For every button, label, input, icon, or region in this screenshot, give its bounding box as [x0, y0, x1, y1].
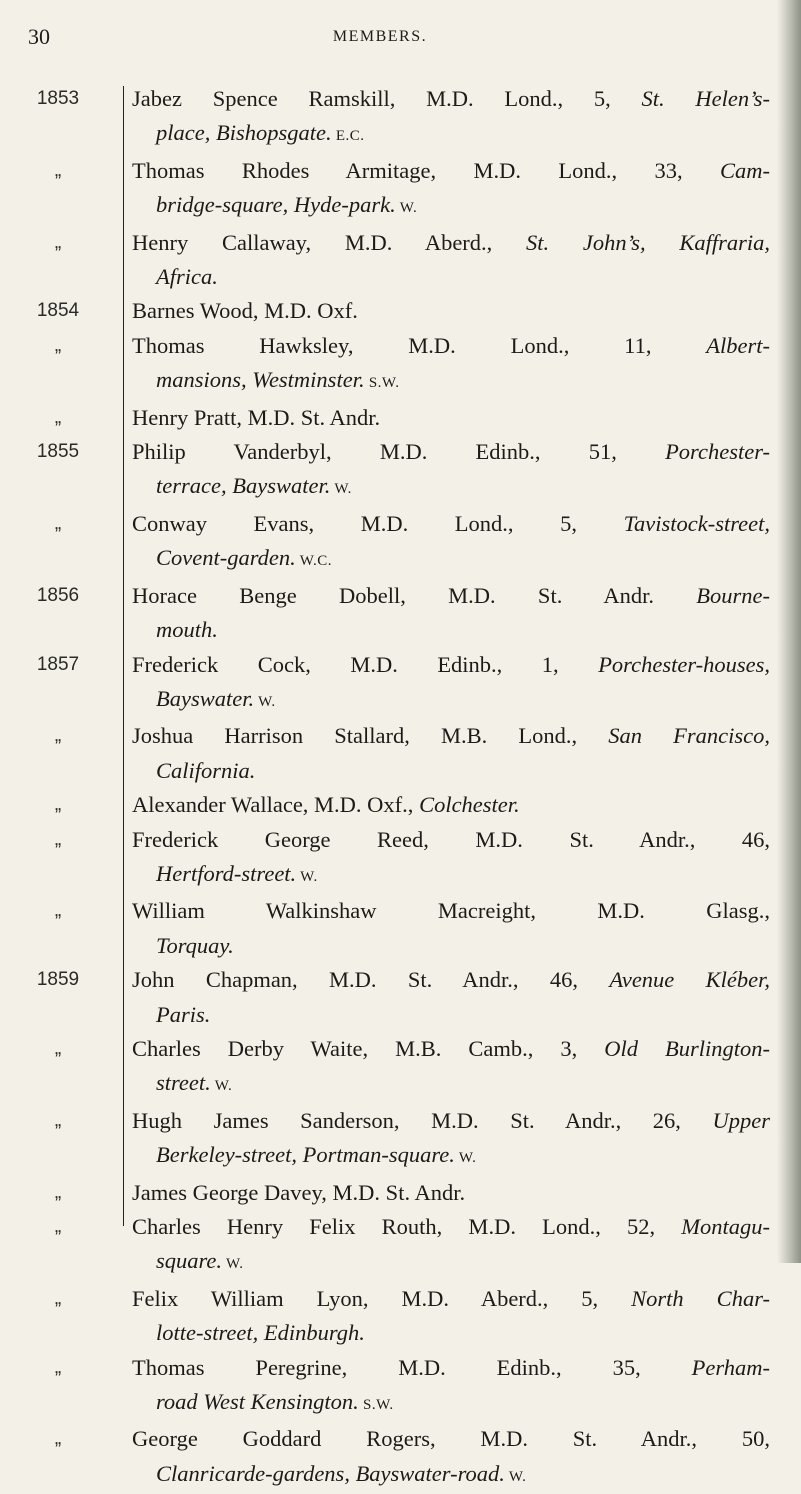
member-entry: [0, 401, 770, 435]
postal-district: W.: [330, 481, 352, 498]
member-line-2: [132, 998, 770, 1032]
address-place: Berkeley-street, Portman-square.: [156, 1142, 455, 1168]
member-entry: [0, 963, 770, 1032]
address-start: Old Burlington-: [604, 1035, 770, 1061]
member-line-2: [132, 857, 770, 894]
member-details: [122, 1032, 770, 1104]
member-line-1: [132, 894, 770, 928]
member-details: [122, 648, 770, 720]
member-line-2: [132, 1316, 770, 1350]
member-details: [122, 1351, 770, 1423]
member-entry: [0, 154, 770, 226]
member-line-2: [132, 1457, 770, 1494]
member-details: [122, 1282, 770, 1351]
member-name-qualification: Barnes Wood, M.D. Oxf.: [132, 298, 358, 324]
member-entry: [0, 1032, 770, 1104]
election-year: „: [54, 512, 62, 534]
member-line-1: [132, 1176, 770, 1210]
postal-district: E.C.: [331, 128, 365, 145]
member-entry: [0, 579, 770, 648]
member-line-1: [132, 1351, 770, 1385]
member-entry: [0, 894, 770, 963]
address-place: Torquay.: [156, 932, 234, 958]
member-line-1: [132, 1210, 770, 1244]
postal-district: W.: [210, 1078, 233, 1095]
election-year: 1854: [36, 300, 80, 322]
member-line-1: [132, 1282, 770, 1316]
member-line-1: [132, 788, 770, 822]
member-entry: [0, 507, 770, 579]
member-line-2: [132, 682, 770, 719]
address-place: mansions, Westminster.: [156, 367, 365, 393]
member-line-1: [132, 154, 770, 188]
member-line-2: [132, 754, 770, 788]
election-year: „: [54, 1109, 62, 1131]
address-place: road West Kensington.: [156, 1389, 359, 1415]
member-name-qualification: Horace Benge Dobell, M.D. St. Andr.: [132, 582, 697, 608]
member-entry: [0, 1422, 770, 1494]
election-year: „: [54, 1287, 62, 1309]
address-start: Tavistock-street,: [623, 510, 770, 536]
postal-district: W.: [296, 868, 318, 885]
member-details: [122, 1176, 770, 1210]
member-line-2: [132, 1066, 770, 1103]
address-start: Porchester-houses,: [598, 651, 770, 677]
member-line-2: [132, 469, 770, 506]
member-name-qualification: George Goddard Rogers, M.D. St. Andr., 50,: [132, 1426, 770, 1452]
address-place: Hertford-street.: [156, 860, 297, 886]
member-line-2: [132, 1138, 770, 1175]
address-place: terrace, Bayswater.: [156, 473, 331, 499]
member-line-2: [132, 1244, 770, 1281]
member-details: [122, 329, 770, 401]
member-entry: [0, 329, 770, 401]
member-line-1: [132, 82, 770, 116]
member-name-qualification: James George Davey, M.D. St. Andr.: [132, 1179, 466, 1205]
member-details: [122, 435, 770, 507]
election-year: „: [54, 1216, 62, 1237]
address-start: Avenue Kléber,: [609, 967, 770, 993]
member-details: [122, 154, 770, 226]
member-line-2: [132, 116, 770, 153]
member-line-1: [132, 579, 770, 613]
member-details: [122, 579, 770, 648]
member-name-qualification: Conway Evans, M.D. Lond., 5,: [132, 510, 624, 536]
election-year: „: [54, 231, 62, 253]
member-details: [122, 1210, 770, 1282]
member-entry: [0, 1282, 770, 1351]
member-entry: [0, 1210, 770, 1282]
address-start: Upper: [712, 1107, 770, 1133]
address-place: Paris.: [156, 1001, 211, 1027]
election-year: „: [54, 1037, 62, 1059]
member-entry: [0, 435, 770, 507]
election-year: „: [54, 1356, 62, 1378]
member-entry: [0, 788, 770, 822]
election-year: „: [54, 406, 62, 428]
member-details: [122, 823, 770, 895]
member-name-qualification: Joshua Harrison Stallard, M.B. Lond.,: [132, 723, 609, 749]
member-list: [0, 82, 770, 1494]
address-start: Albert-: [706, 332, 770, 358]
member-name-qualification: Henry Callaway, M.D. Aberd.,: [132, 229, 527, 255]
postal-district: S.W.: [358, 1397, 394, 1414]
member-name-qualification: Philip Vanderbyl, M.D. Edinb., 51,: [132, 439, 666, 465]
member-name-qualification: Charles Henry Felix Routh, M.D. Lond., 52,: [132, 1214, 682, 1239]
member-name-qualification: John Chapman, M.D. St. Andr., 46,: [132, 967, 610, 993]
address-place: lotte-street, Edinburgh.: [156, 1320, 365, 1346]
member-line-1: [132, 719, 770, 753]
address-start: Bourne-: [696, 582, 770, 608]
member-line-1: [132, 963, 770, 997]
member-line-1: [132, 1422, 770, 1456]
member-name-qualification: Felix William Lyon, M.D. Aberd., 5,: [132, 1285, 632, 1311]
address-start: San Francisco,: [608, 723, 771, 749]
postal-district: W.: [395, 200, 418, 217]
address-start: Colchester.: [419, 792, 520, 818]
address-place: California.: [156, 757, 256, 783]
postal-district: W.: [504, 1468, 527, 1485]
address-place: bridge-square, Hyde-park.: [156, 192, 396, 218]
member-entry: [0, 226, 770, 295]
member-name-qualification: Thomas Hawksley, M.D. Lond., 11,: [132, 332, 707, 358]
member-name-qualification: Thomas Rhodes Armitage, M.D. Lond., 33,: [132, 157, 720, 183]
member-line-1: [132, 823, 770, 857]
address-place: square.: [156, 1248, 223, 1274]
member-line-2: [132, 1385, 770, 1422]
address-start: St. Helen’s-: [641, 86, 770, 111]
member-name-qualification: Thomas Peregrine, M.D. Edinb., 35,: [132, 1354, 692, 1380]
member-line-1: [132, 401, 770, 435]
address-place: Africa.: [156, 264, 218, 290]
member-entry: [0, 294, 770, 328]
member-line-2: [132, 363, 770, 400]
member-entry: [0, 1351, 770, 1423]
election-year: „: [54, 828, 62, 850]
member-line-1: [132, 329, 770, 363]
election-year: „: [54, 794, 62, 816]
member-entry: [0, 719, 770, 788]
member-name-qualification: Jabez Spence Ramskill, M.D. Lond., 5,: [132, 86, 642, 111]
member-details: [122, 82, 770, 154]
address-place: mouth.: [156, 617, 218, 643]
member-details: [122, 294, 770, 328]
address-place: Clanricarde-gardens, Bayswater-road.: [156, 1460, 505, 1486]
election-year: „: [54, 159, 62, 181]
member-line-2: [132, 260, 770, 294]
postal-district: W.: [222, 1256, 244, 1273]
member-details: [122, 507, 770, 579]
election-year: 1855: [36, 441, 80, 463]
member-line-1: [132, 1104, 770, 1138]
member-details: [122, 1422, 770, 1494]
member-details: [122, 788, 770, 822]
postal-district: S.W.: [364, 375, 400, 392]
member-name-qualification: Henry Pratt, M.D. St. Andr.: [132, 404, 381, 430]
election-year: 1856: [36, 584, 80, 606]
member-line-2: [132, 188, 770, 225]
member-line-1: [132, 648, 770, 682]
election-year: „: [54, 1181, 62, 1203]
address-start: Porchester-: [665, 439, 770, 465]
member-name-qualification: Charles Derby Waite, M.B. Camb., 3,: [132, 1035, 605, 1061]
member-details: [122, 1104, 770, 1176]
address-start: Cam-: [720, 157, 770, 183]
member-entry: [0, 82, 770, 154]
address-start: St. John’s, Kaffraria,: [526, 229, 770, 255]
address-place: Bayswater.: [156, 685, 255, 711]
member-line-2: [132, 929, 770, 963]
postal-district: W.: [254, 693, 276, 710]
postal-district: W.: [454, 1150, 477, 1167]
member-line-2: [132, 541, 770, 578]
address-place: street.: [156, 1070, 211, 1096]
member-line-1: [132, 507, 770, 541]
address-start: Perham-: [691, 1354, 770, 1380]
member-line-1: [132, 226, 770, 260]
address-start: North Char-: [631, 1285, 770, 1311]
election-year: 1853: [36, 88, 80, 109]
election-year: „: [54, 725, 62, 747]
member-entry: [0, 1104, 770, 1176]
postal-district: W.C.: [295, 553, 333, 570]
election-year: „: [54, 900, 62, 922]
member-line-1: [132, 294, 770, 328]
member-entry: [0, 1176, 770, 1210]
member-entry: [0, 648, 770, 720]
member-name-qualification: Frederick George Reed, M.D. St. Andr., 46,: [132, 826, 770, 852]
election-year: „: [54, 1428, 62, 1450]
member-details: [122, 719, 770, 788]
address-place: Covent-garden.: [156, 545, 296, 571]
election-year: „: [54, 334, 62, 356]
member-details: [122, 963, 770, 1032]
member-name-qualification: Alexander Wallace, M.D. Oxf.,: [132, 792, 420, 818]
page-number: 30: [28, 24, 50, 49]
address-place: place, Bishopsgate.: [156, 120, 332, 146]
member-name-qualification: William Walkinshaw Macreight, M.D. Glasg.,: [132, 898, 770, 924]
member-details: [122, 401, 770, 435]
election-year: 1857: [36, 653, 80, 675]
member-name-qualification: Frederick Cock, M.D. Edinb., 1,: [132, 651, 599, 677]
running-head: MEMBERS.: [332, 28, 428, 45]
address-start: Montagu-: [681, 1214, 770, 1239]
page-edge-shadow: [777, 0, 801, 1263]
member-name-qualification: Hugh James Sanderson, M.D. St. Andr., 26,: [132, 1107, 713, 1133]
member-line-1: [132, 435, 770, 469]
member-entry: [0, 823, 770, 895]
member-line-1: [132, 1032, 770, 1066]
member-details: [122, 226, 770, 295]
election-year: 1859: [36, 969, 80, 991]
member-details: [122, 894, 770, 963]
member-line-2: [132, 613, 770, 647]
